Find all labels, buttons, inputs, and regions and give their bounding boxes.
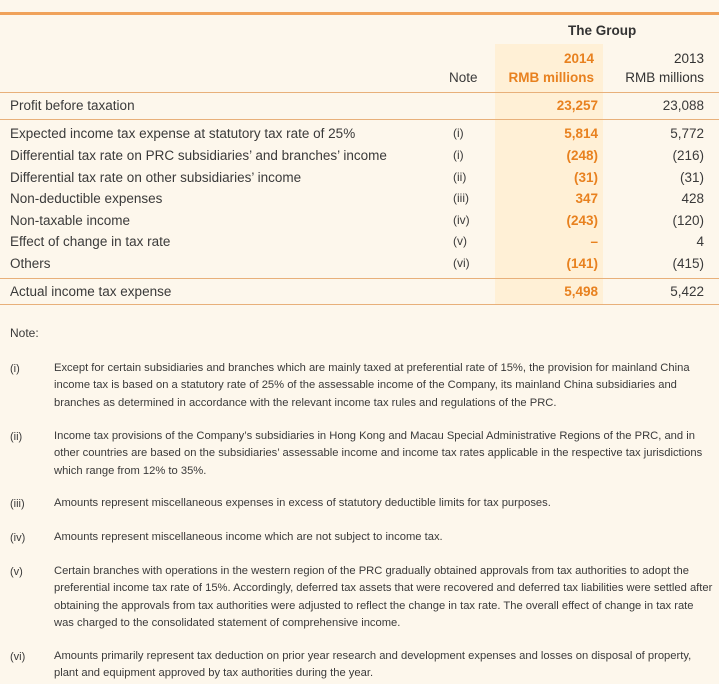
note-text: Amounts represent miscellaneous expenses in excess of statutory deductible limits for tax purposes.: [54, 497, 551, 509]
header-rule: [0, 92, 719, 93]
row-value-2013: 23,088: [662, 98, 704, 113]
note-number: (i): [10, 363, 20, 375]
note-text: Certain branches with operations in the western region of the PRC gradually obtained approvals from tax authorities to adopt the preferential income tax rate of 15%. Accordingly, deferred tax assets that were recovered and deferred tax liabilities were settled after obtaining the approvals from tax authorities were adjusted to reflect the change in tax rate. The overall effect of change in tax rate was charged to the consolidated statement of comprehensive income.: [54, 565, 713, 630]
row-value-2013: 428: [681, 191, 704, 206]
row-value-2013: 5,772: [670, 126, 704, 141]
row-note: (iii): [453, 191, 469, 205]
row-note: (i): [453, 148, 464, 162]
year-2013-heading: 2013: [673, 51, 704, 66]
row-label: Non-deductible expenses: [10, 191, 163, 206]
row-rule: [0, 119, 719, 120]
row-label: Others: [10, 256, 51, 271]
row-value-2013: (415): [672, 256, 704, 271]
note-number: (iii): [10, 498, 25, 510]
row-value-2013: (120): [672, 213, 704, 228]
row-value-2014: 23,257: [556, 98, 598, 113]
row-label: Effect of change in tax rate: [10, 234, 171, 249]
row-value-2013: (216): [672, 148, 704, 163]
total-rule: [0, 304, 719, 305]
row-value-2014: (243): [566, 213, 598, 228]
row-label: Non-taxable income: [10, 213, 131, 228]
row-note: (i): [453, 126, 464, 140]
subtotal-rule: [0, 278, 719, 279]
row-value-2013: 5,422: [670, 284, 704, 299]
row-note: (vi): [453, 256, 470, 270]
row-value-2014: (248): [566, 148, 598, 163]
note-text: Except for certain subsidiaries and branches which are mainly taxed at preferential rate of 15%, the provision for mainland China income tax is based on a statutory rate of 25% of the assessable income of the Company, its mainland China subsidiaries and branches as determined in accordance with the relevant income tax rules and regulations of the PRC.: [54, 362, 690, 409]
notes-title: Note:: [10, 326, 39, 340]
note-text: Amounts primarily represent tax deduction on prior year research and development expenses and losses on disposal of property, plant and equipment approved by tax authorities during the year.: [54, 650, 692, 680]
note-number: (ii): [10, 431, 23, 443]
unit-2014-heading: RMB millions: [508, 70, 594, 85]
row-note: (ii): [453, 170, 467, 184]
note-number: (iv): [10, 532, 26, 544]
top-rule: [0, 12, 719, 15]
row-value-2014: –: [590, 234, 598, 249]
row-value-2013: 4: [696, 234, 704, 249]
row-value-2014: 5,814: [564, 126, 598, 141]
note-number: (v): [10, 566, 23, 578]
note-text: Amounts represent miscellaneous income which are not subject to income tax.: [54, 531, 443, 543]
group-heading: The Group: [568, 23, 637, 38]
unit-2013-heading: RMB millions: [625, 70, 704, 85]
row-value-2013: (31): [679, 170, 704, 185]
row-label: Expected income tax expense at statutory tax rate of 25%: [10, 126, 356, 141]
row-note: (v): [453, 234, 467, 248]
row-value-2014: 347: [575, 191, 598, 206]
row-label: Differential tax rate on PRC subsidiaries’ and branches’ income: [10, 148, 387, 163]
row-label: Actual income tax expense: [10, 284, 172, 299]
row-note: (iv): [453, 213, 470, 227]
year-2014-heading: 2014: [563, 51, 594, 66]
row-value-2014: (141): [566, 256, 598, 271]
row-value-2014: 5,498: [564, 284, 598, 299]
note-column-heading: Note: [449, 70, 478, 85]
note-text: Income tax provisions of the Company’s subsidiaries in Hong Kong and Macau Special Administrative Regions of the PRC, and in other countries are based on the subsidiaries’ assessable income and income tax rates applicable in the respective tax jurisdictions which range from 12% to 35%.: [54, 430, 703, 477]
note-number: (vi): [10, 651, 26, 663]
row-label: Profit before taxation: [10, 98, 135, 113]
row-value-2014: (31): [573, 170, 598, 185]
row-label: Differential tax rate on other subsidiaries’ income: [10, 170, 302, 185]
